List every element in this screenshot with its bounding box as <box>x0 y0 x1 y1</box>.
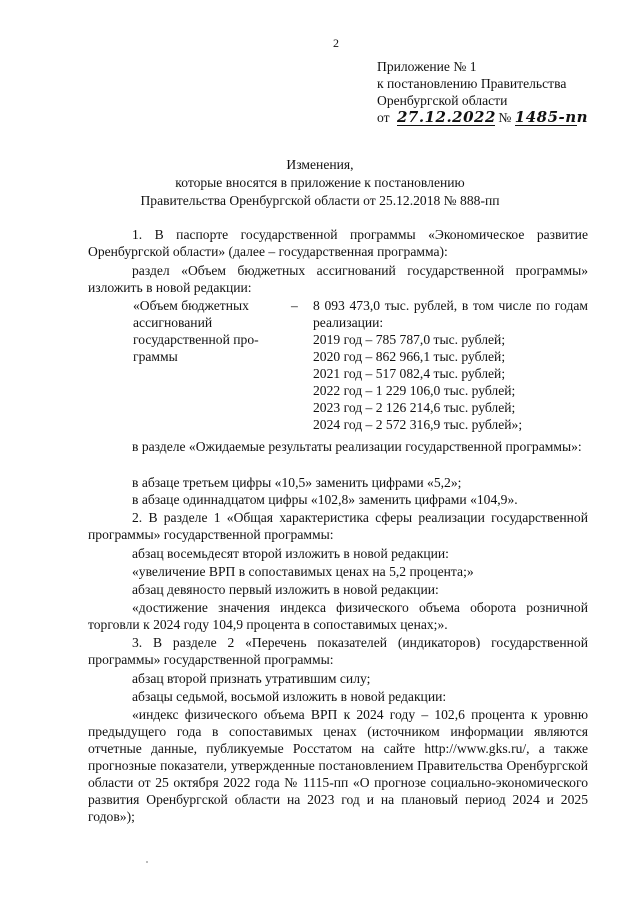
budget-year-row: 2024 год – 2 572 316,9 тыс. рублей»; <box>313 417 523 432</box>
from-label: от <box>377 110 390 125</box>
budget-year-row: 2021 год – 517 082,4 тыс. рублей; <box>313 366 506 381</box>
budget-label-line: «Объем бюджетных <box>133 298 249 313</box>
appendix-date-line <box>377 108 589 126</box>
appendix-line3: Оренбургской области <box>377 93 508 108</box>
budget-year-row: 2023 год – 2 126 214,6 тыс. рублей; <box>313 400 516 415</box>
budget-year-row: 2020 год – 862 966,1 тыс. рублей; <box>313 349 506 364</box>
paragraph-13: абзацы седьмой, восьмой изложить в новой редакции: <box>132 689 447 704</box>
budget-label-line: ассигнований <box>133 315 213 330</box>
budget-total: 8 093 473,0 тыс. рублей, в том числе по годам реализации: <box>313 298 588 330</box>
appendix-line2: к постановлению Правительства <box>377 76 567 91</box>
budget-label-line: граммы <box>133 349 178 364</box>
paragraph-1: 1. В паспорте государственной программы «Экономическое развитие Оренбургской области» (далее – государственная программа): <box>88 227 588 259</box>
changes-subtitle-2: Правительства Оренбургской области от 25.12.2018 № 888-пп <box>140 193 500 208</box>
budget-table-dash: – <box>291 298 298 313</box>
paragraph-8: «увеличение ВРП в сопоставимых ценах на 5,2 процента;» <box>132 564 474 579</box>
handwritten-date: 27.12.2022 <box>396 108 496 126</box>
page-number: 2 <box>333 36 339 50</box>
budget-table-label <box>133 297 273 365</box>
number-label: № <box>498 110 512 125</box>
paragraph-5: в абзаце одиннадцатом цифры «102,8» заменить цифрами «104,9». <box>132 492 518 507</box>
handwritten-number: 1485-пп <box>514 108 589 126</box>
paragraph-2: раздел «Объем бюджетных ассигнований государственной программы» изложить в новой редакции: <box>88 263 588 295</box>
budget-label-line: государственной про- <box>133 332 259 347</box>
paragraph-12: абзац второй признать утратившим силу; <box>132 671 371 686</box>
paragraph-10: «достижение значения индекса физического объема оборота розничной торговли к 2024 году 104,9 процента в сопоставимых ценах;». <box>88 600 588 632</box>
paragraph-14: «индекс физического объема ВРП к 2024 году – 102,6 процента к уровню предыдущего года в сопоставимых ценах (источником информации являются отчетные данные, публикуемые Росстатом на сайте http://www.gks.ru/, а также прогнозные показатели, утвержденные постановлением Правительства Оренбургской области от 25 октября 2022 года № 1115-пп «О прогнозе социально-экономического развития Оренбургской области на 2023 год и на плановый период 2024 и 2025 годов»); <box>88 707 588 824</box>
paragraph-4: в абзаце третьем цифры «10,5» заменить цифрами «5,2»; <box>132 475 462 490</box>
paragraph-11: 3. В разделе 2 «Перечень показателей (индикаторов) государственной программы» государственной программы: <box>88 635 588 667</box>
budget-year-row: 2022 год – 1 229 106,0 тыс. рублей; <box>313 383 516 398</box>
paragraph-3: в разделе «Ожидаемые результаты реализации государственной программы»: <box>132 439 582 454</box>
budget-table-values <box>313 297 588 433</box>
paragraph-7: абзац восемьдесят второй изложить в новой редакции: <box>132 546 449 561</box>
changes-subtitle-1: которые вносятся в приложение к постановлению <box>175 175 465 190</box>
scan-speck <box>146 861 148 863</box>
appendix-header <box>377 58 589 126</box>
paragraph-6: 2. В разделе 1 «Общая характеристика сферы реализации государственной программы» государственной программы: <box>88 510 588 542</box>
paragraph-9: абзац девяносто первый изложить в новой редакции: <box>132 582 439 597</box>
changes-title: Изменения, <box>286 157 354 172</box>
appendix-title: Приложение № 1 <box>377 59 477 74</box>
budget-year-row: 2019 год – 785 787,0 тыс. рублей; <box>313 332 506 347</box>
